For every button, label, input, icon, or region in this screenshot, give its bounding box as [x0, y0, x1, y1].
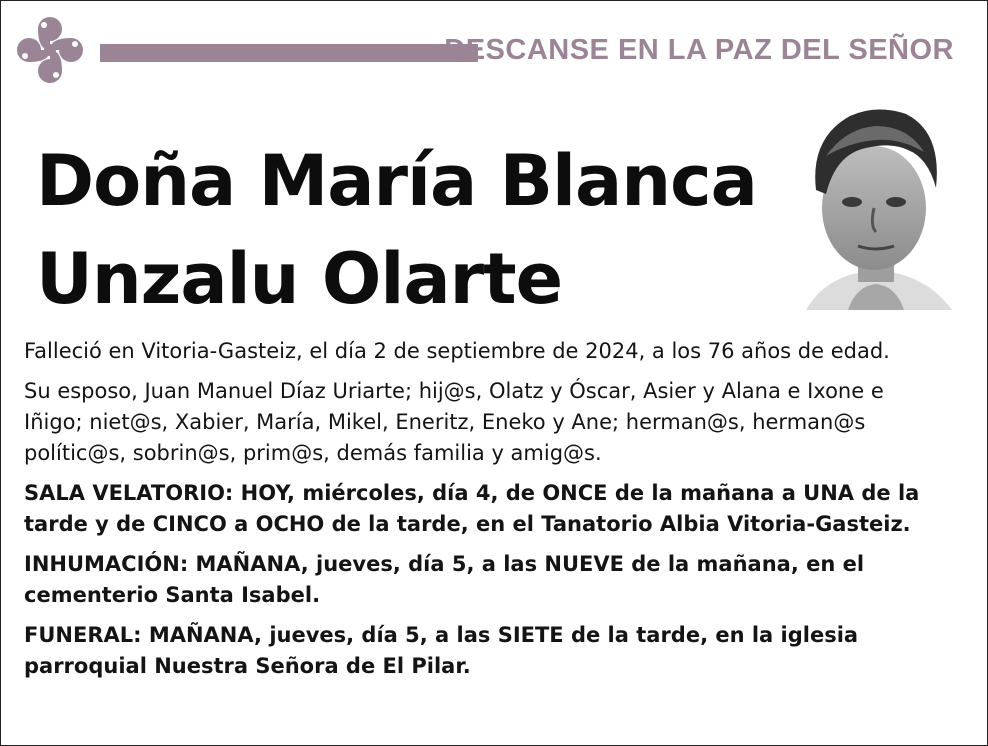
family-line-2: Iñigo; niet@s, Xabier, María, Mikel, Eneritz, Eneko y Ane; herman@s, herman@s	[24, 410, 866, 434]
wake-line-1: SALA VELATORIO: HOY, miércoles, día 4, de ONCE de la mañana a UNA de la	[24, 481, 920, 505]
header-rule	[100, 44, 478, 62]
header	[8, 8, 968, 88]
wake-details	[24, 478, 960, 540]
name-line-1: Doña María Blanca	[36, 140, 757, 222]
burial-line-2: cementerio Santa Isabel.	[24, 583, 321, 607]
funeral-details	[24, 620, 960, 682]
family-line-3: polític@s, sobrin@s, prim@s, demás familia y amig@s.	[24, 441, 602, 465]
name-line-2: Unzalu Olarte	[36, 238, 563, 320]
portrait-image	[796, 98, 956, 310]
header-title: DESCANSE EN LA PAZ DEL SEÑOR	[444, 34, 954, 66]
lauburu-icon	[8, 8, 92, 92]
obituary-body	[24, 336, 960, 691]
portrait-photo	[796, 98, 956, 310]
family-list	[24, 376, 960, 469]
deceased-name	[36, 132, 796, 328]
death-notice: Falleció en Vitoria-Gasteiz, el día 2 de septiembre de 2024, a los 76 años de edad.	[24, 339, 890, 363]
burial-line-1: INHUMACIÓN: MAÑANA, jueves, día 5, a las NUEVE de la mañana, en el	[24, 552, 865, 576]
funeral-line-1: FUNERAL: MAÑANA, jueves, día 5, a las SIETE de la tarde, en la iglesia	[24, 623, 859, 647]
wake-line-2: tarde y de CINCO a OCHO de la tarde, en el Tanatorio Albia Vitoria-Gasteiz.	[24, 512, 911, 536]
family-line-1: Su esposo, Juan Manuel Díaz Uriarte; hij@s, Olatz y Óscar, Asier y Alana e Ixone e	[24, 379, 884, 403]
burial-details	[24, 549, 960, 611]
funeral-line-2: parroquial Nuestra Señora de El Pilar.	[24, 654, 471, 678]
